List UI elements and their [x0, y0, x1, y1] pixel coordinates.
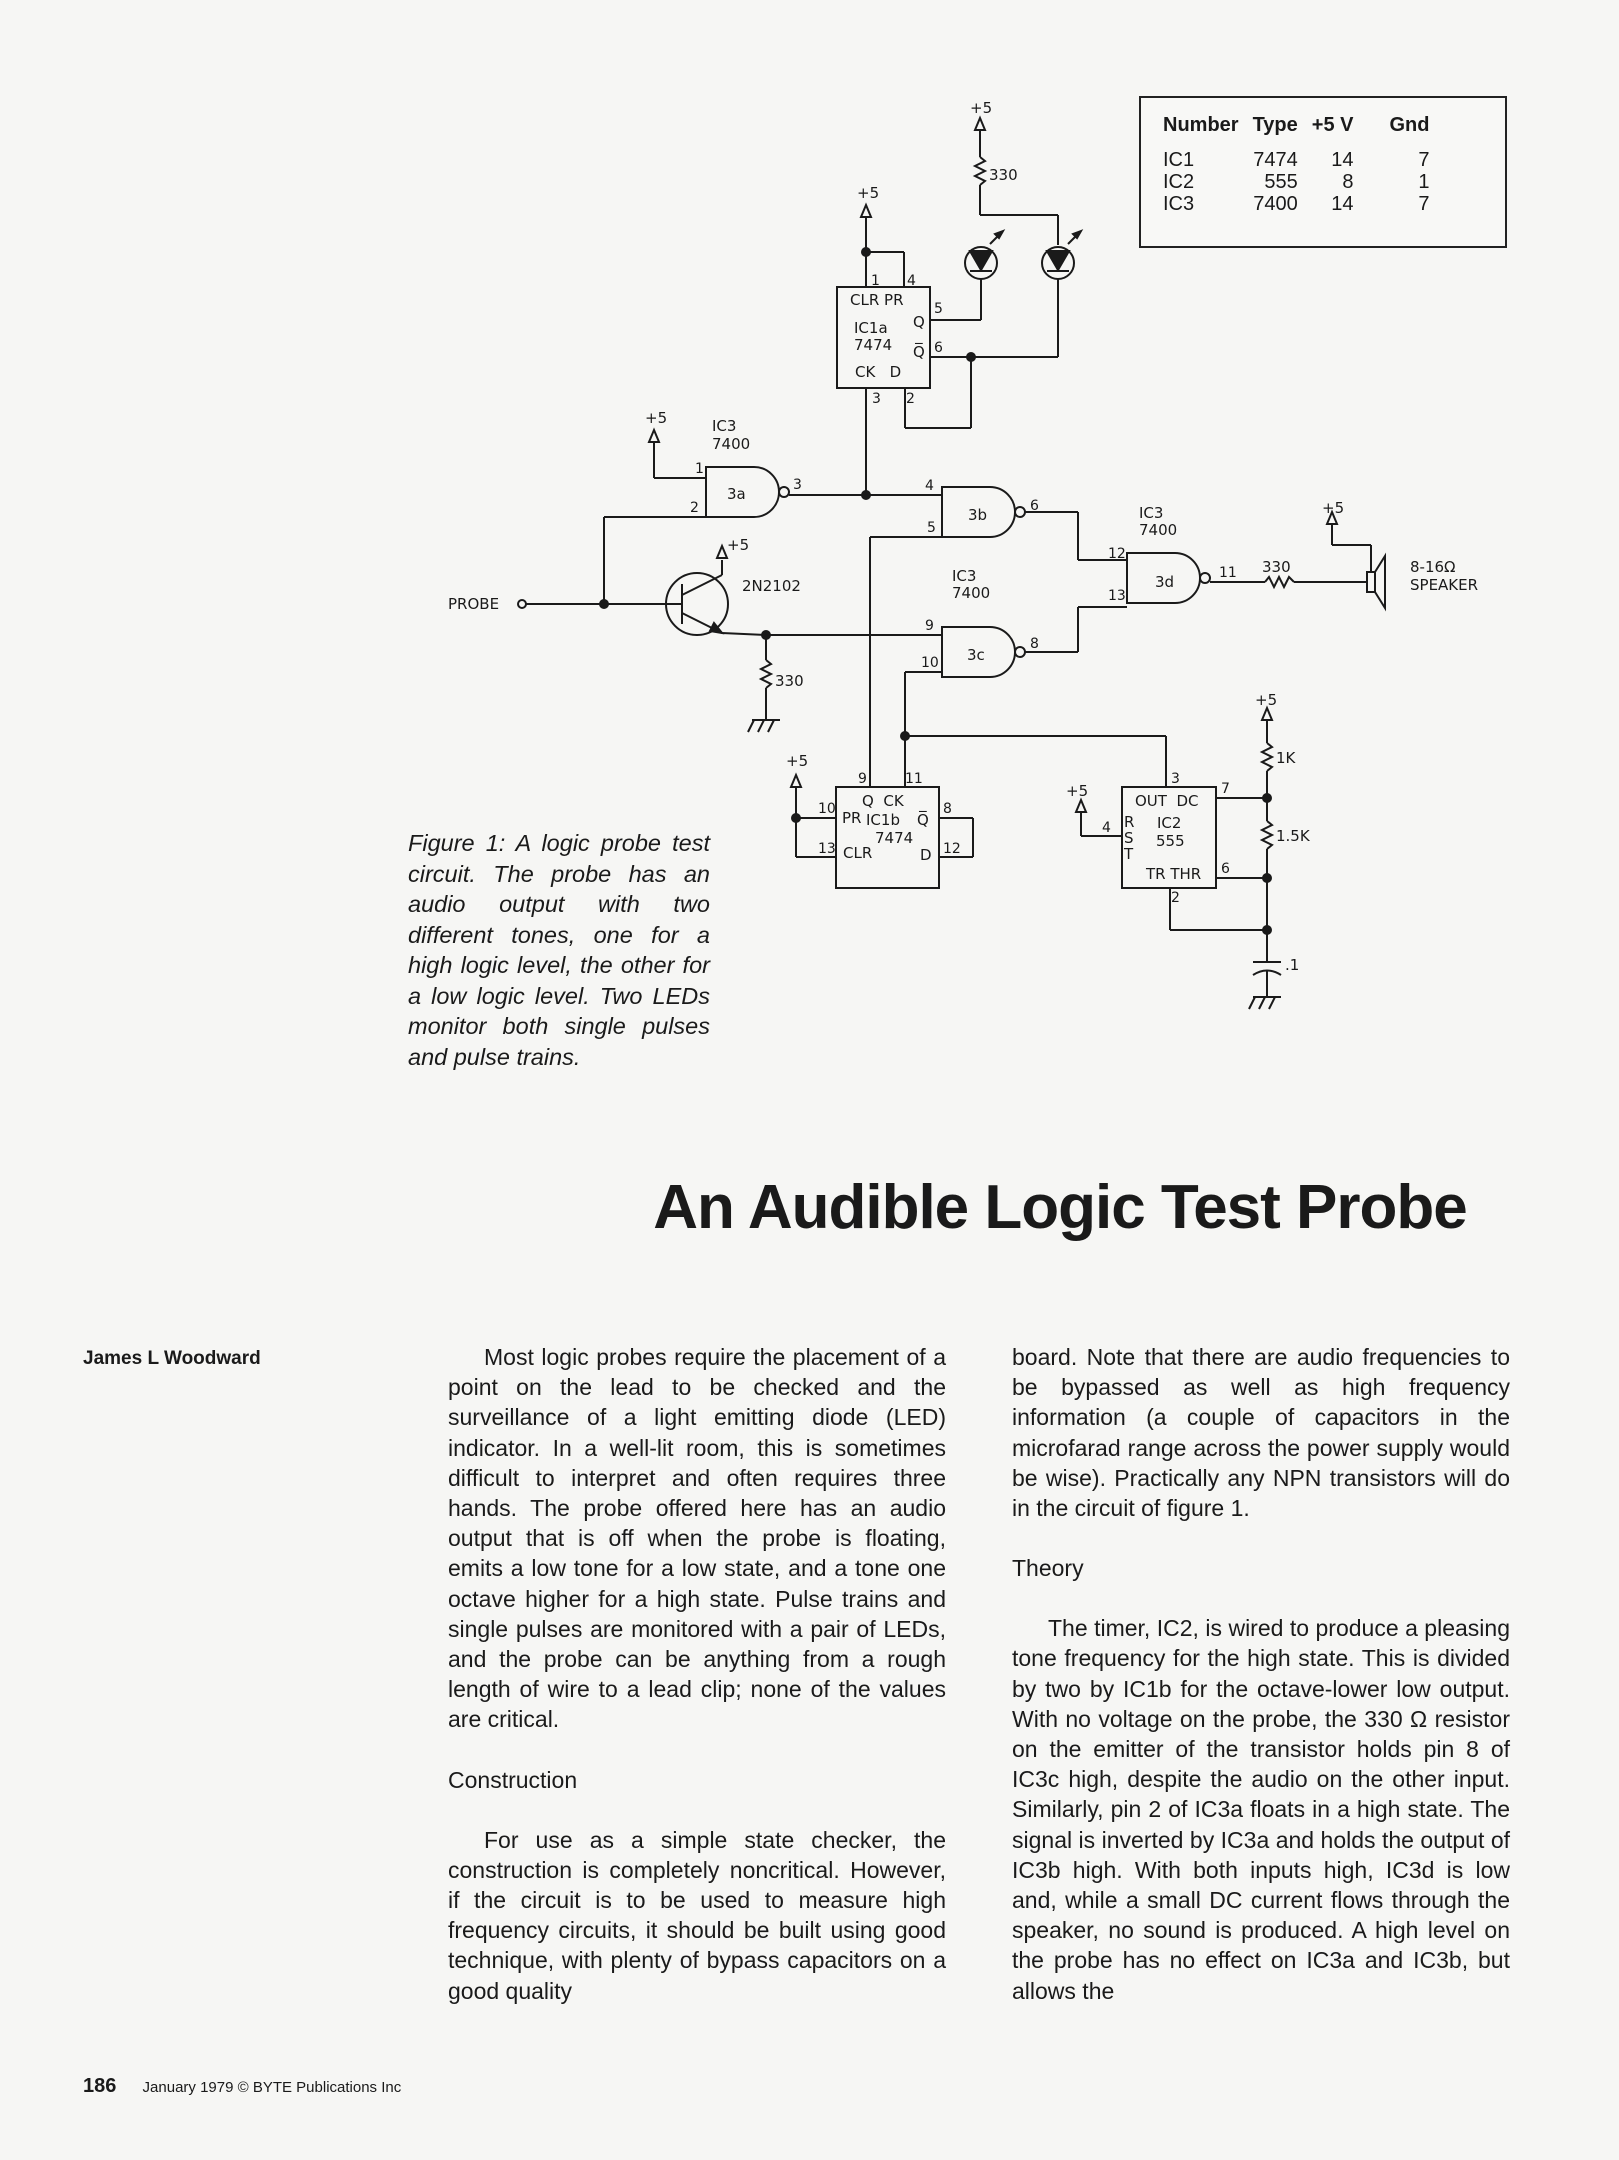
author-name: James L Woodward: [83, 1348, 261, 1369]
svg-text:1: 1: [695, 461, 704, 477]
svg-text:8: 8: [1030, 636, 1039, 652]
resistor-330-led: [975, 157, 985, 185]
svg-text:13: 13: [818, 841, 836, 857]
ic-reference-table: [1139, 96, 1507, 248]
svg-text:T: T: [1124, 845, 1134, 863]
gate-3b: [866, 478, 1127, 602]
svg-text:13: 13: [1108, 588, 1126, 604]
page-footer: [83, 2075, 401, 2098]
svg-text:7474: 7474: [854, 336, 893, 354]
svg-text:11: 11: [1219, 565, 1237, 581]
text-column-1: [448, 1342, 946, 2006]
svg-text:7474: 7474: [875, 829, 914, 847]
ic1b-flipflop: [786, 732, 1166, 888]
svg-text:8: 8: [943, 801, 952, 817]
svg-text:4: 4: [907, 273, 916, 289]
svg-text:R: R: [1124, 813, 1135, 831]
paragraph: board. Note that there are audio frequencies to be bypassed as well as high frequency information (a couple of capacitors in the microfarad range across the power supply would be wise). Practically any NPN transistors will do in the circuit of figure 1.: [1012, 1344, 1510, 1522]
svg-text:Q̅: Q̅: [913, 343, 925, 361]
table-row: IC2 555 8 1: [1163, 171, 1430, 193]
svg-text:7400: 7400: [712, 435, 751, 453]
resistor-1-5k: [1262, 821, 1272, 849]
svg-text:9: 9: [925, 618, 934, 634]
paragraph: Most logic probes require the placement of a point on the lead to be checked and the surveillance of a light emitting diode (LED) indicator. In a well-lit room, this is sometimes difficult to interpret and often requires three hands. The probe offered here has an audio output that is off when the probe is floating, emits a low tone for a low state, and a tone one octave higher for a high state. Pulse trains and single pulses are monitored with a pair of LEDs, and the probe can be anything from a rough length of wire to a lead clip; none of the values are critical.: [448, 1344, 946, 1733]
svg-text:10: 10: [921, 655, 939, 671]
vcc-arrow: [975, 118, 985, 130]
svg-text:D: D: [920, 846, 932, 864]
svg-text:OUT DC: OUT DC: [1135, 792, 1199, 810]
section-heading-construction: Construction: [448, 1766, 578, 1793]
ic1a-power-section: [965, 99, 1081, 357]
svg-text:8-16Ω: 8-16Ω: [1410, 558, 1456, 576]
svg-text:3: 3: [872, 391, 881, 407]
resistor-1k: [1262, 743, 1272, 771]
svg-text:2: 2: [690, 500, 699, 516]
table-header-row: Number Type +5 V Gnd: [1163, 114, 1430, 136]
svg-text:PR: PR: [842, 809, 862, 827]
svg-text:Q̅: Q̅: [917, 811, 929, 829]
svg-text:CLR: CLR: [843, 844, 873, 862]
gate-3a: [604, 409, 870, 517]
svg-text:CLR PR: CLR PR: [850, 291, 904, 309]
svg-text:7: 7: [1221, 781, 1230, 797]
svg-text:330: 330: [1262, 558, 1291, 576]
svg-text:Q: Q: [913, 313, 925, 331]
table-row: IC3 7400 14 7: [1163, 193, 1430, 215]
svg-text:CK D: CK D: [855, 363, 902, 381]
ic2-555-timer: [1066, 691, 1311, 1009]
svg-text:4: 4: [1102, 820, 1111, 836]
svg-text:3a: 3a: [727, 485, 746, 503]
svg-text:+5: +5: [857, 184, 880, 202]
svg-text:1.5K: 1.5K: [1276, 827, 1310, 845]
svg-text:+5: +5: [786, 752, 809, 770]
probe-input: [448, 517, 666, 613]
svg-text:IC3: IC3: [952, 567, 977, 585]
svg-text:1K: 1K: [1276, 749, 1296, 767]
svg-text:+5: +5: [1066, 782, 1089, 800]
svg-text:IC1b: IC1b: [866, 811, 900, 829]
svg-text:+5: +5: [1255, 691, 1278, 709]
svg-text:9: 9: [858, 771, 867, 787]
svg-text:+5: +5: [1322, 499, 1345, 517]
svg-text:7400: 7400: [952, 584, 991, 602]
svg-text:+5: +5: [645, 409, 668, 427]
svg-text:6: 6: [1221, 861, 1230, 877]
svg-text:7400: 7400: [1139, 521, 1178, 539]
svg-text:555: 555: [1156, 832, 1185, 850]
svg-text:3: 3: [1171, 771, 1180, 787]
svg-text:SPEAKER: SPEAKER: [1410, 576, 1479, 594]
svg-text:.1: .1: [1285, 956, 1300, 974]
resistor-330-emitter: [761, 660, 771, 688]
svg-text:5: 5: [927, 520, 936, 536]
led-1: [970, 251, 992, 270]
svg-text:12: 12: [943, 841, 961, 857]
svg-text:330: 330: [775, 672, 804, 690]
svg-text:TR THR: TR THR: [1146, 865, 1202, 883]
svg-text:12: 12: [1108, 546, 1126, 562]
ic1a-flipflop: [837, 184, 1058, 495]
svg-text:IC1a: IC1a: [854, 319, 888, 337]
svg-text:2: 2: [906, 391, 915, 407]
svg-text:5: 5: [934, 301, 943, 317]
svg-text:11: 11: [905, 771, 923, 787]
svg-text:3c: 3c: [967, 646, 985, 664]
svg-text:6: 6: [934, 340, 943, 356]
page-number: 186: [83, 2075, 117, 2097]
svg-text:IC2: IC2: [1157, 814, 1182, 832]
led-2: [1047, 251, 1069, 270]
table-row: IC1 7474 14 7: [1163, 149, 1430, 171]
text-column-2: [1012, 1342, 1510, 2006]
svg-text:S: S: [1124, 829, 1134, 847]
paragraph: For use as a simple state checker, the construction is completely noncritical. However, if the circuit is to be used to measure high frequency circuits, it should be built using good technique, with plenty of bypass capacitors on a good quality: [448, 1826, 946, 2004]
figure-caption: Figure 1: A logic probe test circuit. The probe has an audio output with two different tones, one for a high logic level, the other for a low logic level. Two LEDs monitor both single pulses and pulse trains.: [408, 830, 710, 1070]
gate-3c: [765, 537, 1127, 787]
vcc-label: +5: [970, 99, 993, 117]
svg-text:Q CK: Q CK: [862, 792, 904, 810]
svg-text:+5: +5: [727, 536, 750, 554]
section-heading-theory: Theory: [1012, 1555, 1084, 1582]
resistor-330-speaker: [1265, 577, 1294, 587]
svg-text:6: 6: [1030, 498, 1039, 514]
issue-info: January 1979 © BYTE Publications Inc: [142, 2079, 402, 2096]
svg-text:1: 1: [871, 273, 880, 289]
svg-text:PROBE: PROBE: [448, 595, 500, 613]
svg-text:3: 3: [793, 477, 802, 493]
svg-text:2: 2: [1171, 890, 1180, 906]
svg-text:10: 10: [818, 801, 836, 817]
svg-text:3b: 3b: [968, 506, 988, 524]
speaker: [1322, 499, 1478, 608]
resistor-330-label: 330: [989, 166, 1018, 184]
svg-text:IC3: IC3: [712, 417, 737, 435]
svg-text:3d: 3d: [1155, 573, 1175, 591]
svg-text:4: 4: [925, 478, 934, 494]
svg-text:2N2102: 2N2102: [742, 577, 801, 595]
svg-text:IC3: IC3: [1139, 504, 1164, 522]
article-title: An Audible Logic Test Probe: [653, 1173, 1467, 1242]
paragraph: The timer, IC2, is wired to produce a pleasing tone frequency for the high state. This is divided by two by IC1b for the octave-lower low output. With no voltage on the probe, the 330 Ω resistor on the emitter of the transistor holds pin 8 of IC3c high, despite the audio on the other input. Similarly, pin 2 of IC3a floats in a high state. The signal is inverted by IC3a and holds the output of IC3b high. With both inputs high, IC3d is low and, while a small DC current flows through the speaker, no sound is produced. A high level on the probe has no effect on IC3a and IC3b, but allows the: [1012, 1615, 1510, 2004]
